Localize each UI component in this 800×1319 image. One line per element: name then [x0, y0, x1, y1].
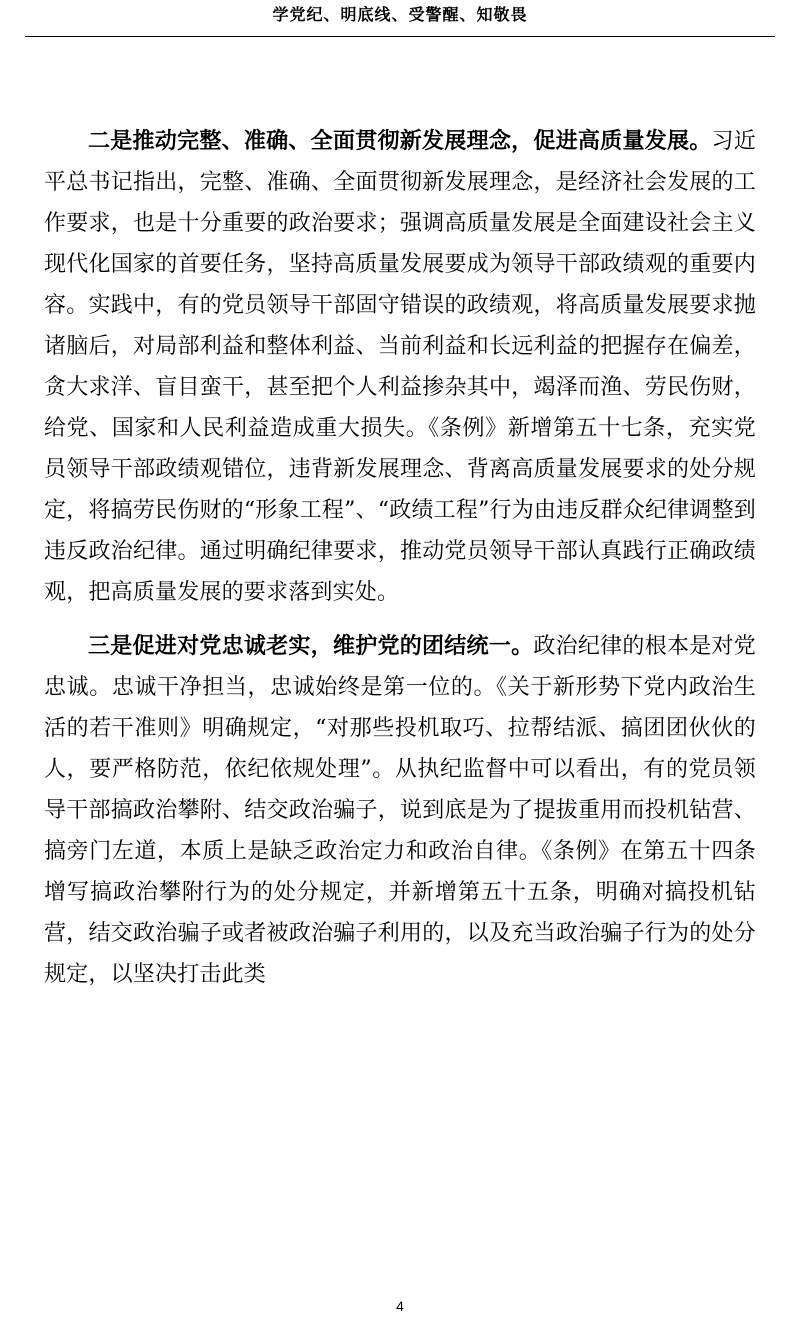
header-divider [25, 36, 775, 37]
page-number: 4 [396, 1298, 404, 1314]
running-header: 学党纪、明底线、受警醒、知敬畏 [272, 5, 528, 24]
paragraph-lead: 三是促进对党忠诚老实，维护党的团结统一。 [88, 633, 534, 659]
paragraph-text: 习近平总书记指出，完整、准确、全面贯彻新发展理念，是经济社会发展的工作要求，也是十分重要的政治要求；强调高质量发展是全面建设社会主义现代化国家的首要任务，坚持高质量发展要成为领导干部政绩观的重要内容。实践中，有的党员领导干部固守错误的政绩观，将高质量发展要求抛诸脑后，对局部利益和整体利益、当前利益和长远利益的把握存在偏差，贪大求洋、盲目蛮干，甚至把个人利益掺杂其中，竭泽而渔、劳民伤财，给党、国家和人民利益造成重大损失。《条例》新增第五十七条，充实党员领导干部政绩观错位，违背新发展理念、背离高质量发展要求的处分规定，将搞劳民伤财的“形象工程”、“政绩工程”行为由违反群众纪律调整到违反政治纪律。通过明确纪律要求，推动党员领导干部认真践行正确政绩观，把高质量发展的要求落到实处。 [44, 129, 756, 605]
paragraph-text: 政治纪律的根本是对党忠诚。忠诚干净担当，忠诚始终是第一位的。《关于新形势下党内政治生活的若干准则》明确规定，“对那些投机取巧、拉帮结派、搞团团伙伙的人，要严格防范，依纪依规处理”。从执纪监督中可以看出，有的党员领导干部搞政治攀附、结交政治骗子，说到底是为了提拔重用而投机钻营、搞旁门左道，本质上是缺乏政治定力和政治自律。《条例》在第五十四条增写搞政治攀附行为的处分规定，并新增第五十五条，明确对搞投机钻营，结交政治骗子或者被政治骗子利用的，以及充当政治骗子行为的处分规定，以坚决打击此类 [44, 634, 756, 987]
document-body [44, 121, 756, 995]
paragraph-lead: 二是推动完整、准确、全面贯彻新发展理念，促进高质量发展。 [88, 128, 712, 154]
paragraph-party-loyalty [44, 626, 756, 995]
paragraph-high-quality-development [44, 121, 756, 613]
